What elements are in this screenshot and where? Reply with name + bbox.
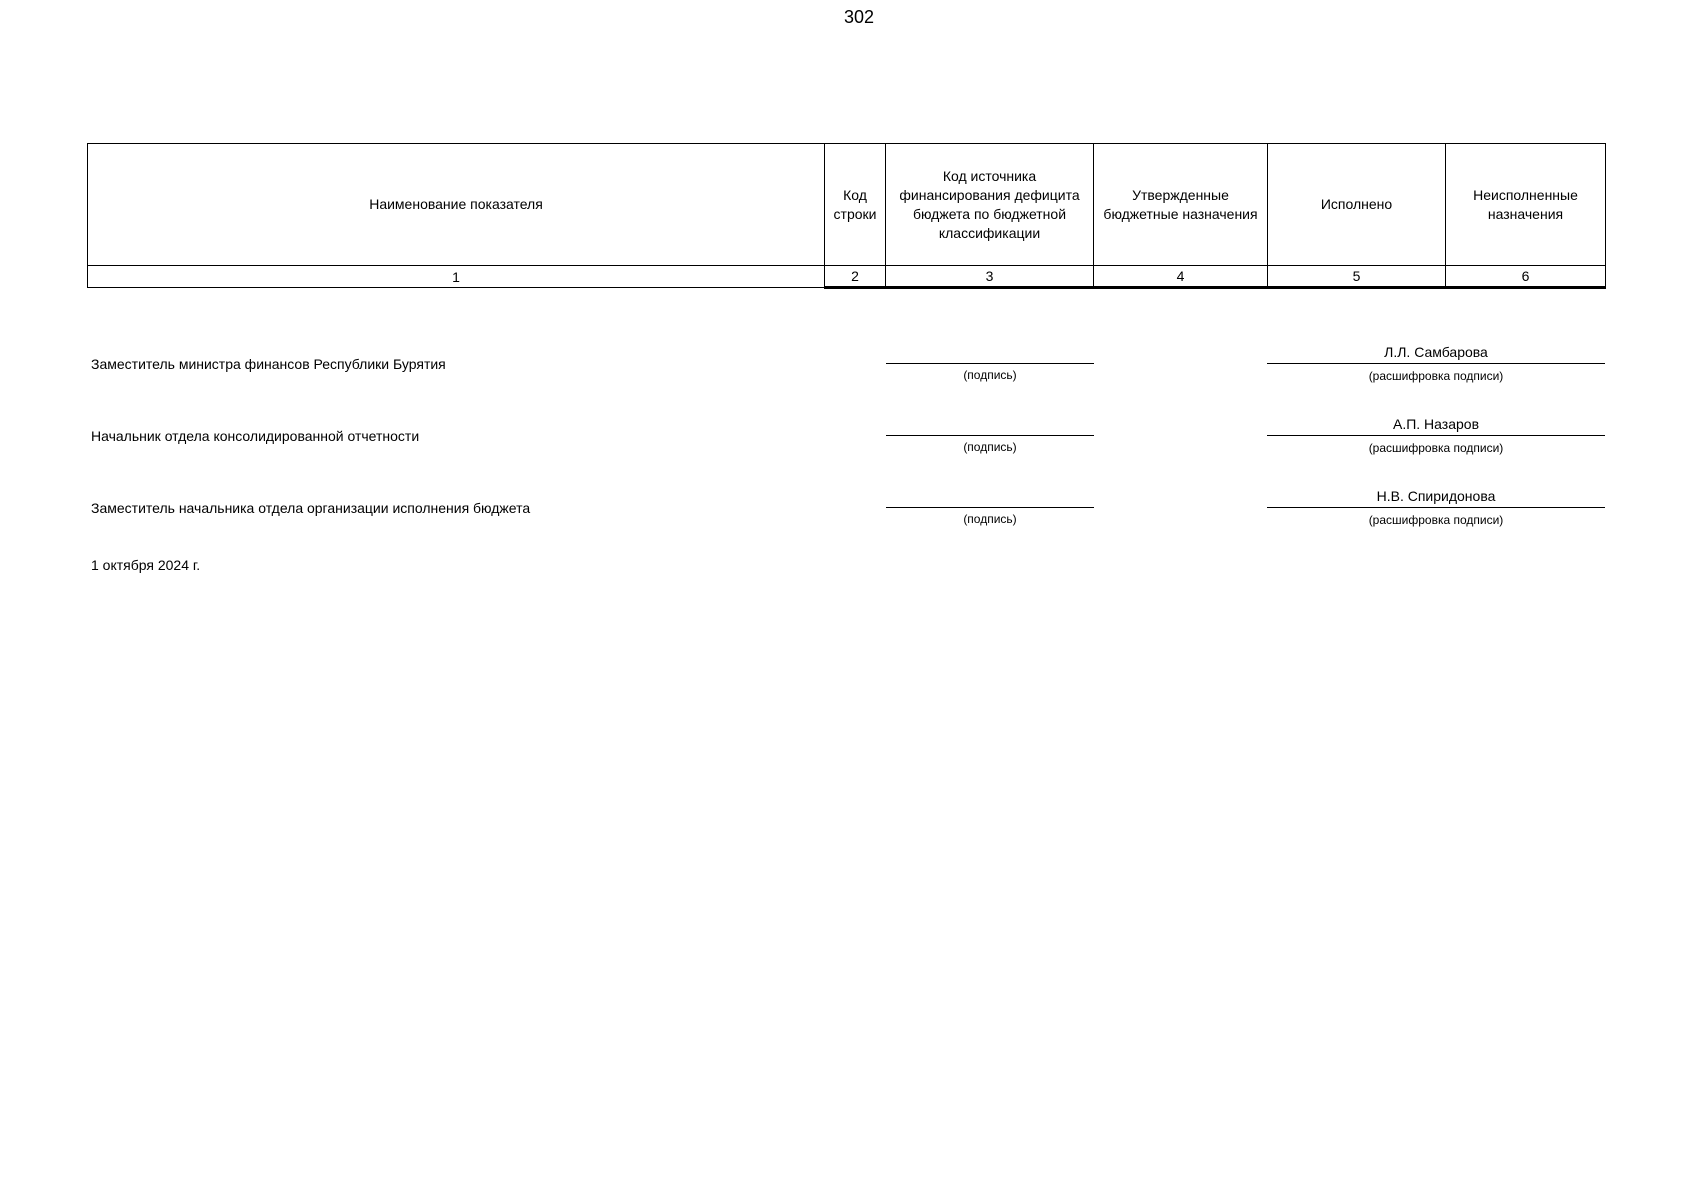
signature-line [886,435,1094,436]
column-number-3: 3 [886,266,1094,288]
signature-block-deputy-minister [0,344,1698,388]
column-number-4: 4 [1094,266,1268,288]
signer-position: Заместитель министра финансов Республики Бурятия [91,356,446,372]
column-numbers-row [88,266,1606,288]
column-number-2: 2 [825,266,886,288]
signature-line [886,507,1094,508]
signature-caption: (подпись) [963,512,1017,526]
header-unexecuted: Неисполненные назначения [1446,144,1606,266]
header-line-code: Код строки [825,144,886,266]
signature-block-deputy-head [0,488,1698,532]
name-line [1267,363,1605,364]
name-caption: (расшифровка подписи) [1368,369,1504,383]
header-source-code: Код источника финансирования дефицита бюджета по бюджетной классификации [886,144,1094,266]
table-header-row [88,144,1606,266]
name-line [1267,435,1605,436]
signer-name: Н.В. Спиридонова [1376,488,1496,504]
signature-caption: (подпись) [963,368,1017,382]
signer-position: Начальник отдела консолидированной отчетности [91,428,420,444]
header-executed: Исполнено [1268,144,1446,266]
report-date: 1 октября 2024 г. [91,557,201,573]
header-approved: Утвержденные бюджетные назначения [1094,144,1268,266]
sources-financing-table [87,143,1606,289]
column-number-6: 6 [1446,266,1606,288]
column-number-5: 5 [1268,266,1446,288]
header-indicator-name: Наименование показателя [88,144,825,266]
name-caption: (расшифровка подписи) [1368,513,1504,527]
signature-block-head-of-department [0,416,1698,460]
column-number-1: 1 [88,266,825,288]
signer-name: Л.Л. Самбарова [1384,344,1488,360]
name-line [1267,507,1605,508]
signer-name: А.П. Назаров [1392,416,1480,432]
signature-caption: (подпись) [963,440,1017,454]
name-caption: (расшифровка подписи) [1368,441,1504,455]
signature-line [886,363,1094,364]
signer-position: Заместитель начальника отдела организации исполнения бюджета [91,500,531,516]
page-number: 302 [843,7,875,27]
